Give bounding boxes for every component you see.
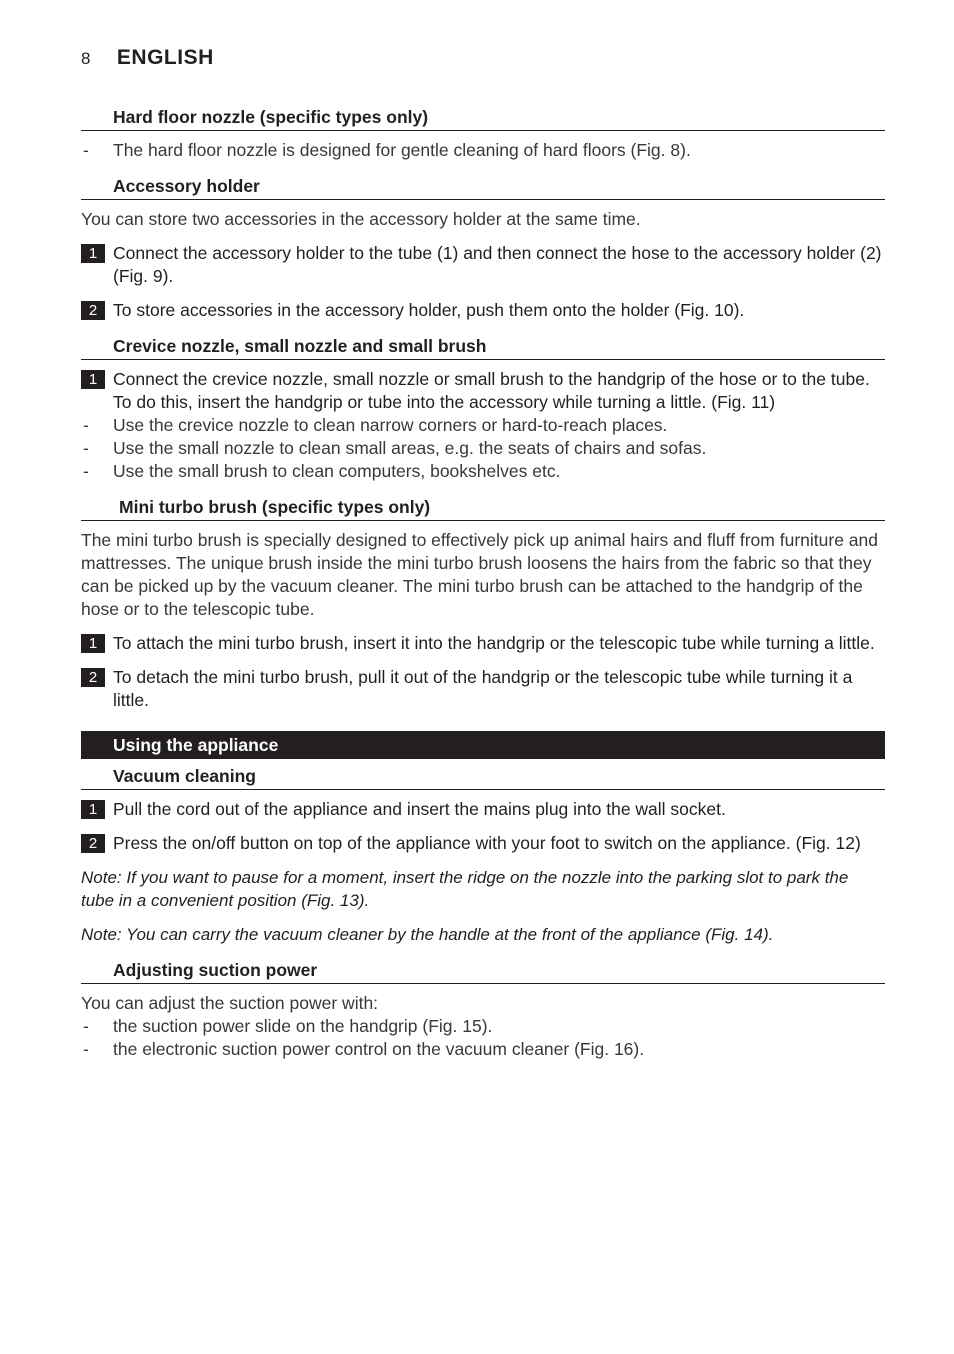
page-header	[81, 46, 214, 70]
crevice-step-1	[81, 368, 885, 414]
list-item	[81, 1015, 885, 1038]
suction-intro: You can adjust the suction power with:	[81, 993, 379, 1013]
hard-floor-text: The hard floor nozzle is designed for gentle cleaning of hard floors (Fig. 8).	[113, 140, 691, 160]
list-item-text: Use the small nozzle to clean small areas, e.g. the seats of chairs and sofas.	[113, 438, 707, 458]
page-number: 8	[81, 49, 91, 68]
step-text: Press the on/off button on top of the appliance with your foot to switch on the appliance. (Fig. 12)	[113, 833, 861, 853]
list-item-text: Use the crevice nozzle to clean narrow corners or hard-to-reach places.	[113, 415, 668, 435]
list-item	[81, 414, 885, 437]
dash-mark: -	[83, 1016, 89, 1036]
suction-section	[81, 992, 885, 1061]
parking-note: Note: If you want to pause for a moment, insert the ridge on the nozzle into the parking slot to park the tube in a convenient position (Fig. 13).	[81, 868, 849, 910]
step-text: Connect the crevice nozzle, small nozzle or small brush to the handgrip of the hose or to the tube. To do this, insert the handgrip or tube into the accessory while turning a little. (Fig. 11)	[113, 369, 870, 412]
mini-turbo-intro: The mini turbo brush is specially designed to effectively pick up animal hairs and fluff from furniture and mattresses. The unique brush inside the mini turbo brush loosens the hairs from the fabric so that they can be picked up by the vacuum cleaner. The mini turbo brush can be attached to the handgrip of the hose or to the telescopic tube.	[81, 530, 878, 619]
hard-floor-item	[81, 139, 885, 162]
crevice-heading: Crevice nozzle, small nozzle and small brush	[81, 333, 885, 360]
accessory-holder-step-1	[81, 242, 885, 288]
step-number: 2	[81, 301, 105, 320]
accessory-holder-heading: Accessory holder	[81, 173, 885, 200]
crevice-list	[81, 414, 885, 483]
document-body	[81, 104, 885, 1072]
list-item	[81, 460, 885, 483]
hard-floor-heading: Hard floor nozzle (specific types only)	[81, 104, 885, 131]
list-item	[81, 1038, 885, 1061]
mini-turbo-heading: Mini turbo brush (specific types only)	[81, 494, 885, 521]
mini-turbo-step-1	[81, 632, 885, 655]
step-text: To store accessories in the accessory holder, push them onto the holder (Fig. 10).	[113, 300, 745, 320]
vacuum-cleaning-step-1	[81, 798, 885, 821]
vacuum-cleaning-step-2	[81, 832, 885, 855]
step-number: 1	[81, 634, 105, 653]
suction-heading: Adjusting suction power	[81, 957, 885, 984]
mini-turbo-step-2	[81, 666, 885, 712]
carry-note: Note: You can carry the vacuum cleaner by the handle at the front of the appliance (Fig. 14).	[81, 925, 774, 944]
step-text: To detach the mini turbo brush, pull it out of the handgrip or the telescopic tube while turning it a little.	[113, 667, 853, 710]
accessory-holder-step-2	[81, 299, 885, 322]
step-number: 1	[81, 370, 105, 389]
step-text: To attach the mini turbo brush, insert it into the handgrip or the telescopic tube while turning a little.	[113, 633, 875, 653]
list-item	[81, 437, 885, 460]
step-number: 2	[81, 834, 105, 853]
page-language: ENGLISH	[116, 46, 214, 69]
dash-mark: -	[83, 438, 89, 458]
step-number: 1	[81, 800, 105, 819]
list-item-text: Use the small brush to clean computers, bookshelves etc.	[113, 461, 561, 481]
vacuum-cleaning-heading: Vacuum cleaning	[81, 763, 885, 790]
list-item-text: the suction power slide on the handgrip (Fig. 15).	[113, 1016, 493, 1036]
list-item-text: the electronic suction power control on the vacuum cleaner (Fig. 16).	[113, 1039, 645, 1059]
dash-mark: -	[83, 461, 89, 481]
step-text: Pull the cord out of the appliance and insert the mains plug into the wall socket.	[113, 799, 726, 819]
dash-mark: -	[83, 415, 89, 435]
using-appliance-band: Using the appliance	[81, 731, 885, 759]
step-number: 2	[81, 668, 105, 687]
dash-mark: -	[83, 1039, 89, 1059]
accessory-holder-intro: You can store two accessories in the accessory holder at the same time.	[81, 209, 641, 229]
dash-mark: -	[83, 140, 89, 160]
step-number: 1	[81, 244, 105, 263]
step-text: Connect the accessory holder to the tube (1) and then connect the hose to the accessory holder (2) (Fig. 9).	[113, 243, 882, 286]
